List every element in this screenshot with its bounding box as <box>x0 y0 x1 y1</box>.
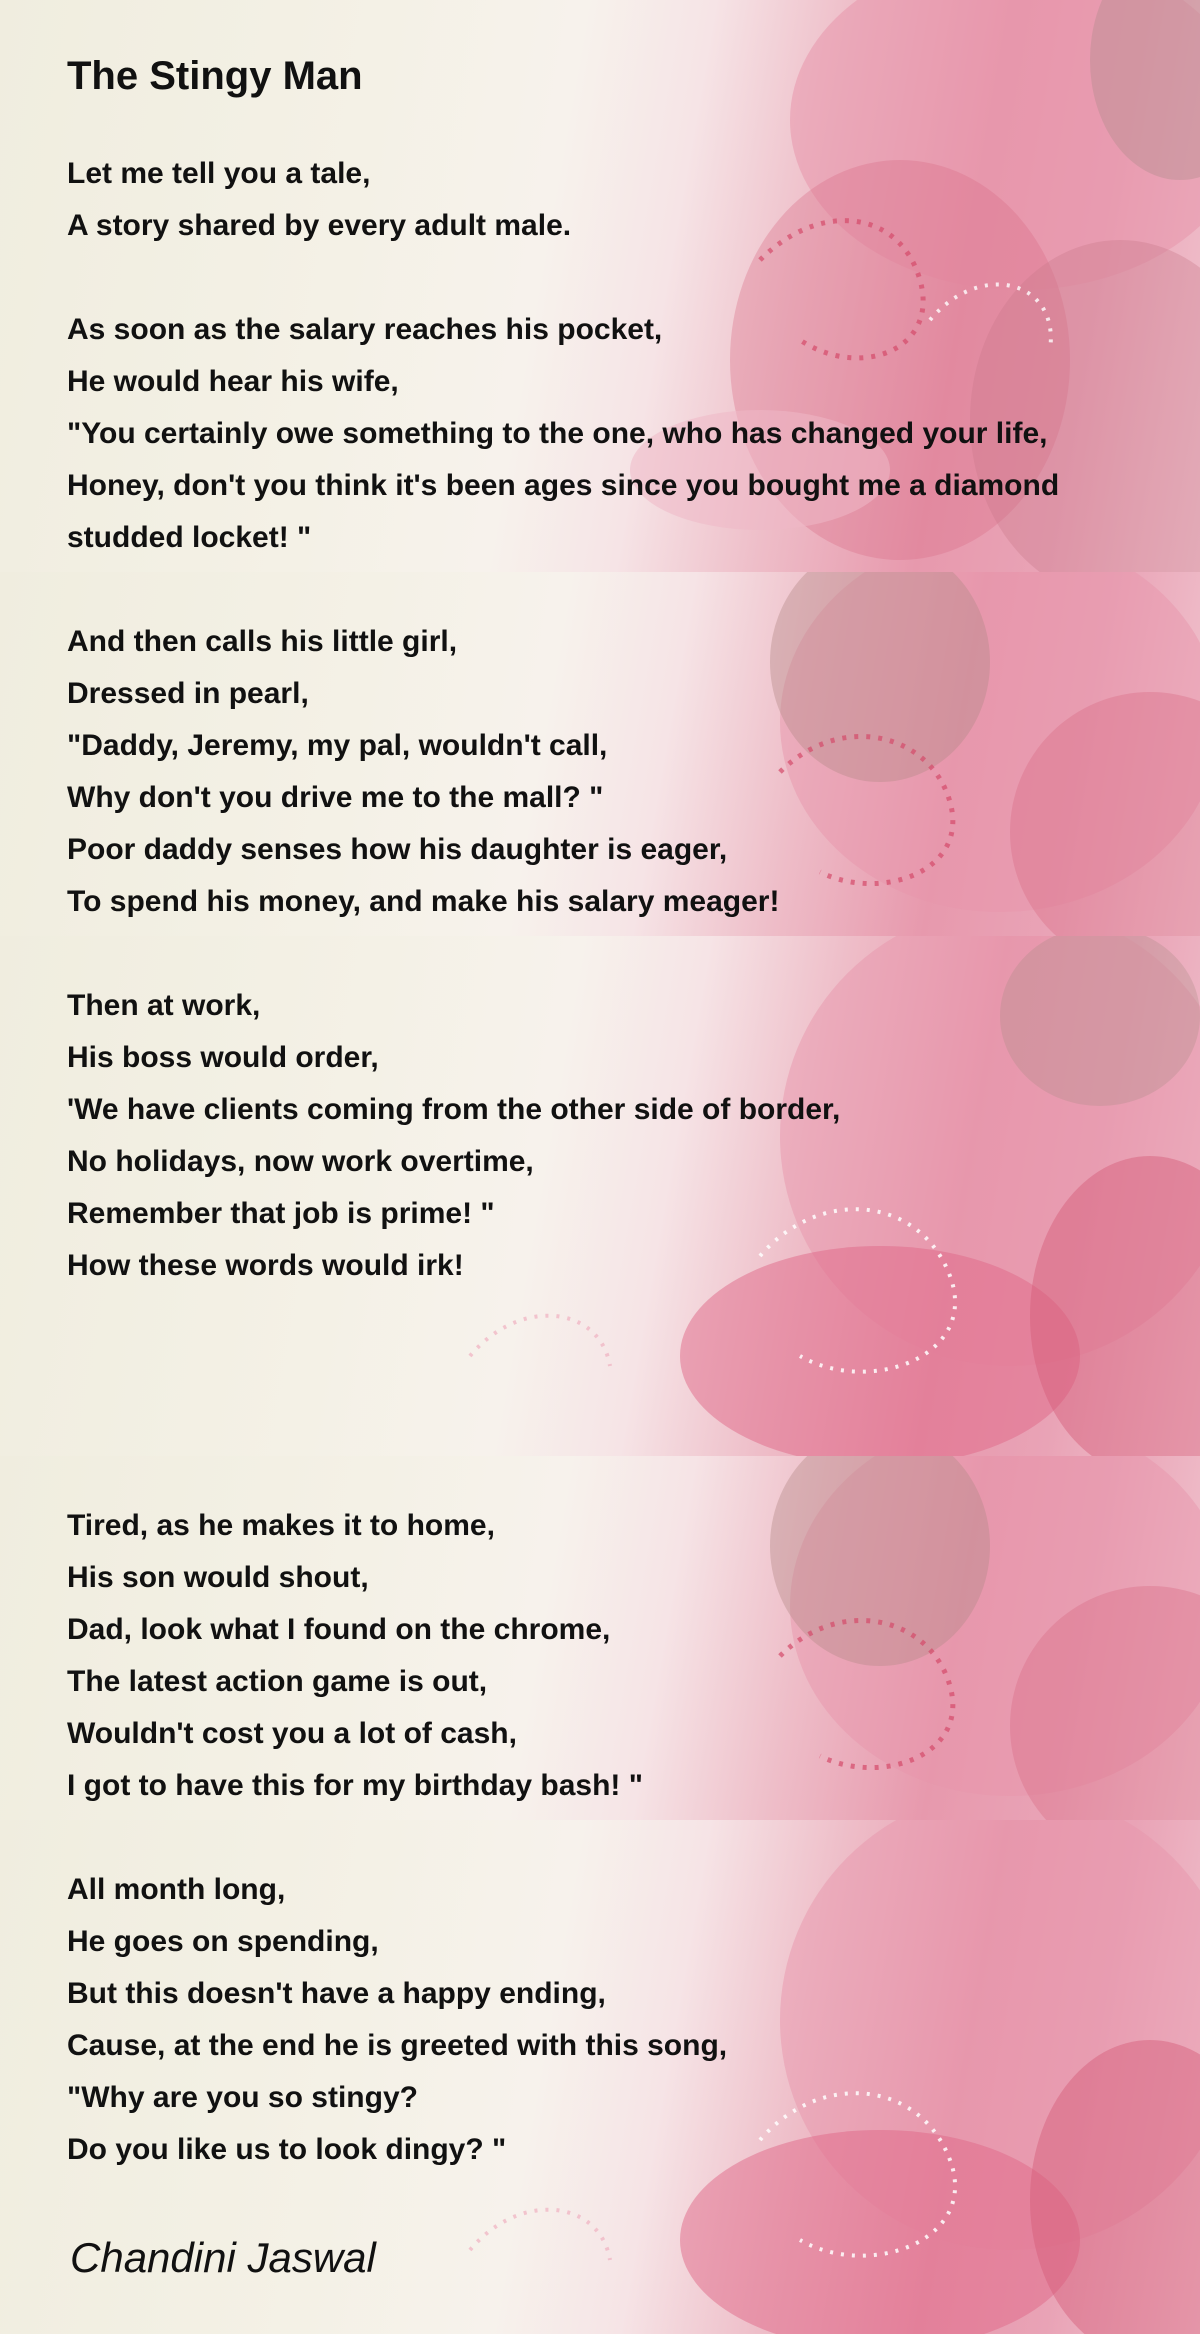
poem-line: Do you like us to look dingy? " <box>67 2133 507 2166</box>
poem-line: Let me tell you a tale, <box>67 157 371 190</box>
poem-line: Tired, as he makes it to home, <box>67 1509 495 1542</box>
poem-line: A story shared by every adult male. <box>67 209 572 242</box>
stanza-3 <box>67 616 1177 928</box>
poem-line: And then calls his little girl, <box>67 625 458 658</box>
poem-line: His boss would order, <box>67 1041 379 1074</box>
poem-line: I got to have this for my birthday bash! " <box>67 1769 643 1802</box>
poem-line: How these words would irk! <box>67 1249 464 1282</box>
poem-line: studded locket! " <box>67 521 312 554</box>
stanza-1 <box>67 148 1177 252</box>
poem-line: He would hear his wife, <box>67 365 399 398</box>
poem-line: Remember that job is prime! " <box>67 1197 495 1230</box>
poem-line: "You certainly owe something to the one, who has changed your life, <box>67 417 1048 450</box>
poem-line: Why don't you drive me to the mall? " <box>67 781 604 814</box>
poem-line: All month long, <box>67 1873 286 1906</box>
stanza-6 <box>67 1864 1177 2176</box>
poem-line: He goes on spending, <box>67 1925 379 1958</box>
poem-line: His son would shout, <box>67 1561 369 1594</box>
poem-line: To spend his money, and make his salary meager! <box>67 885 780 918</box>
poem-author: Chandini Jaswal <box>70 2234 376 2281</box>
poem-line: But this doesn't have a happy ending, <box>67 1977 606 2010</box>
poem-line: As soon as the salary reaches his pocket, <box>67 313 663 346</box>
poem-line: Dad, look what I found on the chrome, <box>67 1613 611 1646</box>
poem-line: "Daddy, Jeremy, my pal, wouldn't call, <box>67 729 608 762</box>
poem-body <box>67 148 1177 2228</box>
stanza-2 <box>67 304 1177 564</box>
poem-line: Dressed in pearl, <box>67 677 309 710</box>
poem-line: Cause, at the end he is greeted with this song, <box>67 2029 728 2062</box>
stanza-5 <box>67 1500 1177 1812</box>
poem-line: Poor daddy senses how his daughter is eager, <box>67 833 728 866</box>
poem-line: 'We have clients coming from the other side of border, <box>67 1093 841 1126</box>
poem-title: The Stingy Man <box>67 54 363 98</box>
poem-line: Wouldn't cost you a lot of cash, <box>67 1717 517 1750</box>
poem-line: Honey, don't you think it's been ages since you bought me a diamond <box>67 469 1060 502</box>
poem-line: No holidays, now work overtime, <box>67 1145 534 1178</box>
poem-line: The latest action game is out, <box>67 1665 488 1698</box>
poem-line: "Why are you so stingy? <box>67 2081 418 2114</box>
stanza-4 <box>67 980 1177 1292</box>
poem-line: Then at work, <box>67 989 261 1022</box>
